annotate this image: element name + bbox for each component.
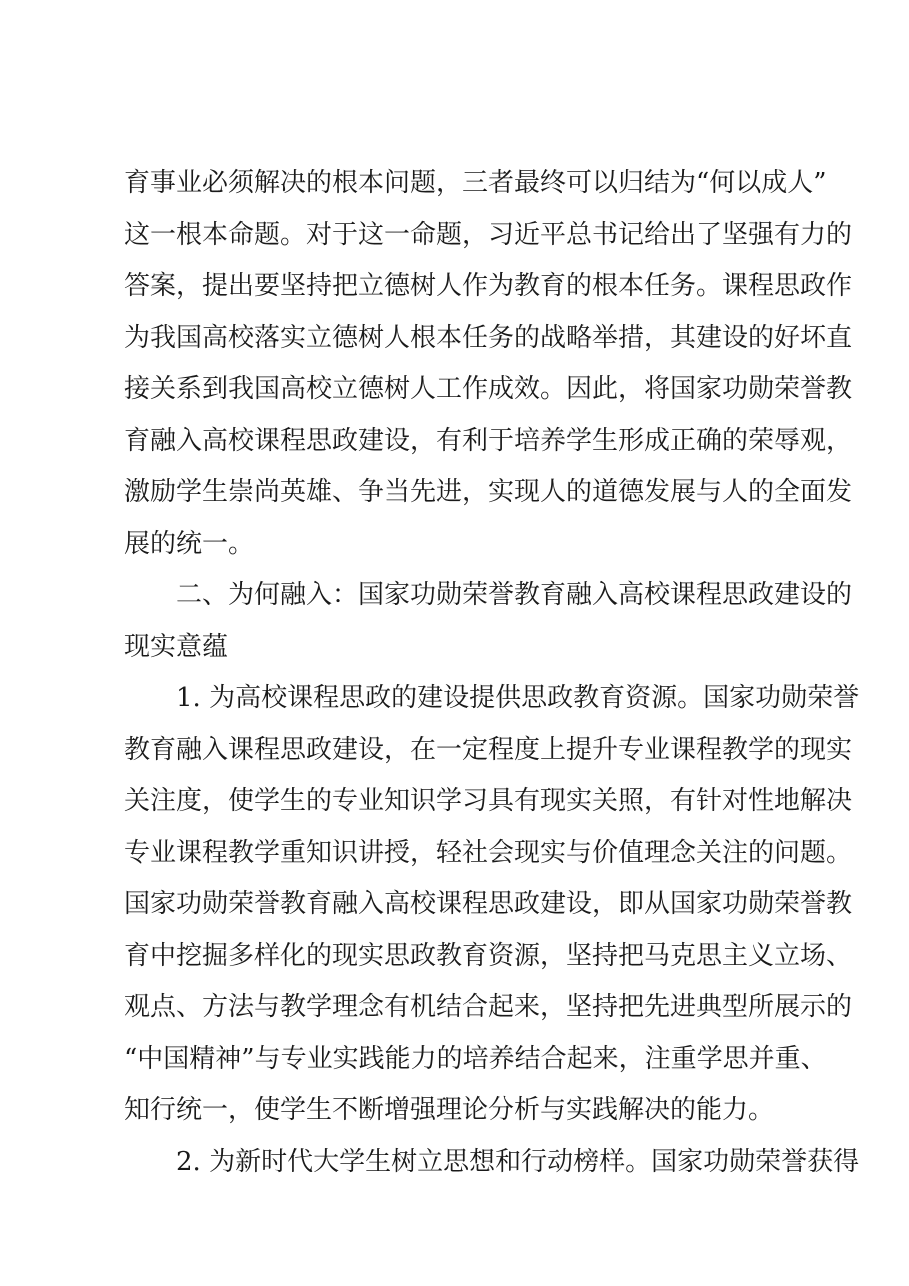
paragraph-line: 教育融入课程思政建设，在一定程度上提升专业课程教学的现实 [124, 735, 853, 765]
section-heading-line: 现实意蕴 [124, 632, 229, 662]
paragraph-line: 专业课程教学重知识讲授，轻社会现实与价值理念关注的问题。 [124, 838, 853, 868]
paragraph-line: 国家功勋荣誉教育融入高校课程思政建设，即从国家功勋荣誉教 [124, 889, 853, 919]
paragraph-line: 答案，提出要坚持把立德树人作为教育的根本任务。课程思政作 [124, 271, 853, 301]
paragraph-line: 观点、方法与教学理念有机结合起来，坚持把先进典型所展示的 [124, 992, 853, 1022]
paragraph-line: “中国精神”与专业实践能力的培养结合起来，注重学思并重、 [124, 1044, 827, 1074]
paragraph-line: 育中挖掘多样化的现实思政教育资源，坚持把马克思主义立场、 [124, 941, 853, 971]
paragraph-line: 这一根本命题。对于这一命题，习近平总书记给出了坚强有力的 [124, 220, 853, 250]
paragraph-line: 育融入高校课程思政建设，有利于培养学生形成正确的荣辱观， [124, 426, 853, 456]
paragraph-line: 2. 为新时代大学生树立思想和行动榜样。国家功勋荣誉获得 [176, 1147, 860, 1177]
paragraph-line: 激励学生崇尚英雄、争当先进，实现人的道德发展与人的全面发 [124, 477, 853, 507]
paragraph-line: 展的统一。 [124, 529, 255, 559]
paragraph-line: 知行统一，使学生不断增强理论分析与实践解决的能力。 [124, 1095, 775, 1125]
paragraph-line: 1. 为高校课程思政的建设提供思政教育资源。国家功勋荣誉 [176, 683, 860, 713]
paragraph-line: 接关系到我国高校立德树人工作成效。因此，将国家功勋荣誉教 [124, 374, 853, 404]
paragraph-line: 为我国高校落实立德树人根本任务的战略举措，其建设的好坏直 [124, 323, 853, 353]
paragraph-line: 育事业必须解决的根本问题，三者最终可以归结为“何以成人” [124, 168, 827, 198]
section-heading-line: 二、为何融入：国家功勋荣誉教育融入高校课程思政建设的 [176, 580, 853, 610]
paragraph-line: 关注度，使学生的专业知识学习具有现实关照，有针对性地解决 [124, 786, 853, 816]
